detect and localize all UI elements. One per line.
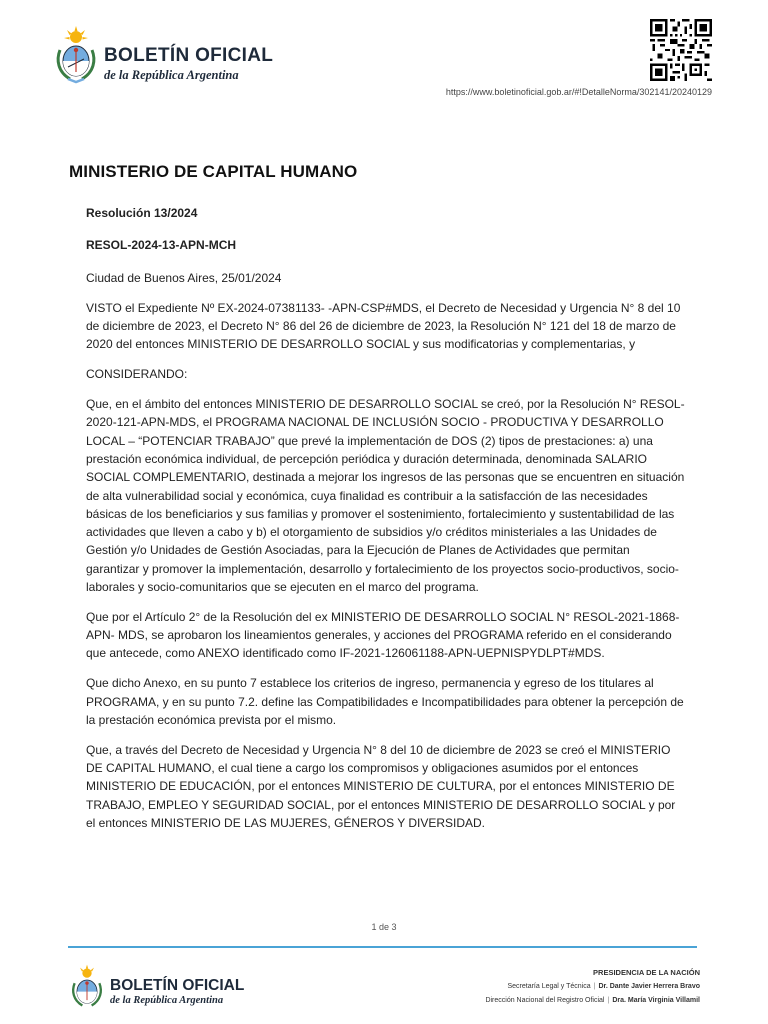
credit-person-2: Dra. María Virginia Villamil: [612, 997, 700, 1004]
credit-line-1: [485, 980, 700, 994]
resolution-number: Resolución 13/2024: [86, 206, 198, 220]
boletin-oficial-logo: [54, 26, 274, 90]
place-date: Ciudad de Buenos Aires, 25/01/2024: [86, 270, 282, 285]
paragraph-considerando: CONSIDERANDO:: [86, 367, 188, 382]
footer-brand-subtitle: de la República Argentina: [110, 995, 224, 1006]
presidency-label: PRESIDENCIA DE LA NACIÓN: [593, 968, 700, 977]
paragraph-articulo: Que por el Artículo 2° de la Resolución del ex MINISTERIO DE DESARROLLO SOCIAL N° RESOL-2021-1868-APN- MDS, se aprobaron los lineamientos generales, y acciones del PROGRAMA referido en el considerando que antecede, como ANEXO identificado como IF-2021-126061188-APN-UEPNISPYDLPT#MDS.: [86, 609, 680, 661]
credit-line-2: [485, 994, 700, 1008]
page-number: 1 de 3: [371, 922, 397, 932]
brand-subtitle: de la República Argentina: [104, 68, 239, 82]
footer-brand-title: BOLETÍN OFICIAL: [110, 977, 245, 994]
paragraph-programa: Que, en el ámbito del entonces MINISTERIO DE DESARROLLO SOCIAL se creó, por la Resolución N° RESOL-2020-121-APN-MDS, el PROGRAMA NACIONAL DE INCLUSIÓN SOCIO - PRODUCTIVA Y DESARROLLO LOCAL – “POTENCIAR TRABAJO” que prevé la implementación de DOS (2) tipos de prestaciones: a) una prestación económica individual, de percepción periódica y duración determinada, denominada SALARIO SOCIAL COMPLEMENTARIO, destinada a mejorar los ingresos de las personas que se encuentren en situación de alta vulnerabilidad social y económica, cuya finalidad es contribuir a la satisfacción de las necesidades básicas de los beneficiarios y sus familias y promover el sostenimiento, fortalecimiento y sustentabilidad de las actividades que lleven a cabo y b) el otorgamiento de subsidios y/o créditos ministeriales a las Unidades de Gestión y/o Unidades de Gestión Asociadas, para la Ejecución de Planes de Actividades que permitan garantizar y promover la implementación, desarrollo y fortalecimiento de los proyectos socio-productivos, socio-laborales y socio-comunitarios que se ejecuten en el marco del programa.: [86, 397, 685, 595]
argentina-seal-icon: [70, 964, 104, 1010]
credit-person-1: Dr. Dante Javier Herrera Bravo: [598, 983, 700, 990]
document-body: [86, 204, 686, 844]
document-url[interactable]: https://www.boletinoficial.gob.ar/#!DetalleNorma/302141/20240129: [445, 87, 712, 97]
credit-separator: |: [593, 983, 596, 990]
argentina-seal-icon: [54, 26, 98, 84]
credit-role-2: Dirección Nacional del Registro Oficial: [485, 997, 605, 1004]
credit-separator: |: [607, 997, 610, 1004]
brand-title: BOLETÍN OFICIAL: [104, 45, 274, 66]
credit-role-1: Secretaría Legal y Técnica: [507, 983, 591, 990]
paragraph-visto: VISTO el Expediente Nº EX-2024-07381133- -APN-CSP#MDS, el Decreto de Necesidad y Urgencia N° 8 del 10 de diciembre de 2023, el Decreto N° 86 del 26 de diciembre de 2023, la Resolución N° 121 del 18 de marzo de 2020 del entonces MINISTERIO DE DESARROLLO SOCIAL y sus modificatorias y complementarias, y: [86, 300, 681, 352]
paragraph-anexo: Que dicho Anexo, en su punto 7 establece los criterios de ingreso, permanencia y egreso de los titulares al PROGRAMA, y en su punto 7.2. define las Compatibilidades e Incompatibilidades para obtener la percepción de la prestación económica prevista por el mismo.: [86, 676, 684, 727]
footer-divider: [68, 946, 697, 948]
paragraph-decreto: Que, a través del Decreto de Necesidad y Urgencia N° 8 del 10 de diciembre de 2023 se creó el MINISTERIO DE CAPITAL HUMANO, el cual tiene a cargo los compromisos y obligaciones asumidos por el entonces MINISTERIO DE EDUCACIÓN, por el entonces MINISTERIO DE CULTURA, por el entonces MINISTERIO DE TRABAJO, EMPLEO Y SEGURIDAD SOCIAL, por el entonces MINISTERIO DE DESARROLLO SOCIAL y por el entonces MINISTERIO DE LAS MUJERES, GÉNEROS Y DIVERSIDAD.: [86, 742, 676, 830]
qr-code-icon[interactable]: [650, 19, 712, 81]
footer-logo: [70, 964, 270, 1014]
resolution-code: RESOL-2024-13-APN-MCH: [86, 238, 237, 253]
ministry-title: MINISTERIO DE CAPITAL HUMANO: [69, 162, 358, 181]
footer-credits: [485, 966, 700, 1008]
